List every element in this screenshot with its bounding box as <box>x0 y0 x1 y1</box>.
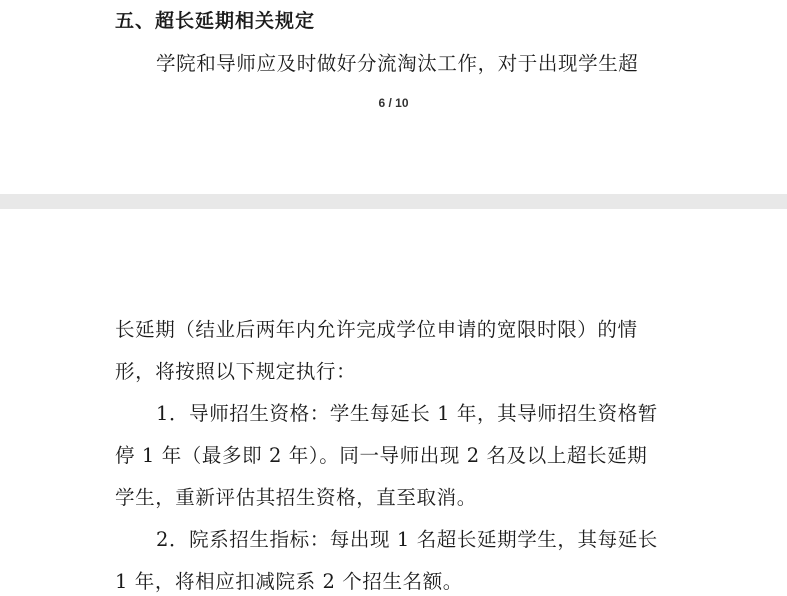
list-item-line: 2．院系招生指标：每出现 1 名超长延期学生，其每延长 <box>156 528 658 551</box>
list-item-line: 1．导师招生资格：学生每延长 1 年，其导师招生资格暂 <box>156 402 658 425</box>
paragraph-line: 1 年，将相应扣减院系 2 个招生名额。 <box>115 570 463 593</box>
document-page-6 <box>0 0 787 194</box>
paragraph-line: 学院和导师应及时做好分流淘汰工作，对于出现学生超 <box>156 52 639 75</box>
document-page-7 <box>0 209 787 596</box>
paragraph-line: 长延期（结业后两年内允许完成学位申请的宽限时限）的情 <box>115 318 638 341</box>
paragraph-line: 形，将按照以下规定执行： <box>115 360 357 383</box>
paragraph-line: 停 1 年（最多即 2 年）。同一导师出现 2 名及以上超长延期 <box>115 444 648 467</box>
paragraph-line: 学生，重新评估其招生资格，直至取消。 <box>115 486 477 509</box>
page-number-indicator: 6 / 10 <box>378 96 409 110</box>
section-heading: 五、超长延期相关规定 <box>115 10 316 32</box>
